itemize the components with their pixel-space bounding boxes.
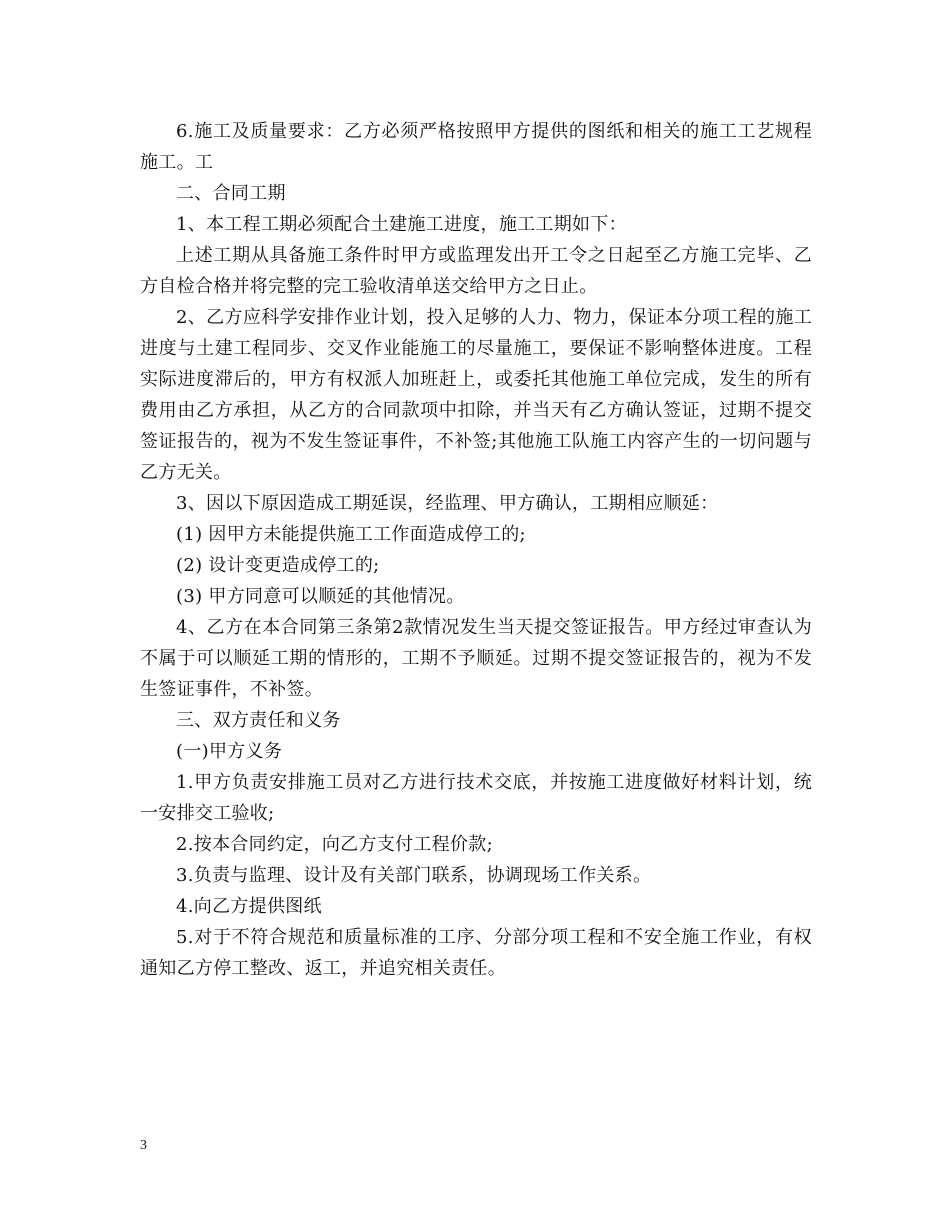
paragraph-period-clause-4: 4、乙方在本合同第三条第2款情况发生当天提交签证报告。甲方经过审查认为不属于可以顺延工期的情形的，工期不予顺延。过期不提交签证报告的，视为不发生签证事件，不补签。 xyxy=(140,617,812,700)
paragraph-period-definition: 上述工期从具备施工条件时甲方或监理发出开工令之日起至乙方施工完毕、乙方自检合格并将完整的完工验收清单送交给甲方之日止。 xyxy=(140,245,812,297)
heading-contract-period: 二、合同工期 xyxy=(176,183,286,204)
paragraph-construction-quality: 6.施工及质量要求：乙方必须严格按照甲方提供的图纸和相关的施工工艺规程施工。工 xyxy=(140,121,812,173)
paragraph-obligation-2: 2.按本合同约定，向乙方支付工程价款; xyxy=(176,834,493,855)
list-item-delay-1: (1) 因甲方未能提供施工工作面造成停工的; xyxy=(176,524,526,545)
page-number: 3 xyxy=(140,1138,147,1153)
list-item-delay-2: (2) 设计变更造成停工的; xyxy=(176,555,380,576)
document-body xyxy=(140,116,812,984)
paragraph-obligation-1: 1.甲方负责安排施工员对乙方进行技术交底，并按施工进度做好材料计划，统一安排交工验收; xyxy=(140,772,812,824)
heading-responsibilities: 三、双方责任和义务 xyxy=(176,710,341,731)
paragraph-period-clause-1: 1、本工程工期必须配合土建施工进度，施工工期如下： xyxy=(176,214,627,235)
paragraph-period-clause-3: 3、因以下原因造成工期延误，经监理、甲方确认，工期相应顺延： xyxy=(176,493,719,514)
paragraph-obligation-3: 3.负责与监理、设计及有关部门联系，协调现场工作关系。 xyxy=(176,865,652,886)
list-item-delay-3: (3) 甲方同意可以顺延的其他情况。 xyxy=(176,586,465,607)
paragraph-obligation-5: 5.对于不符合规范和质量标准的工序、分部分项工程和不安全施工作业，有权通知乙方停工整改、返工，并追究相关责任。 xyxy=(140,927,812,979)
subheading-party-a-obligations: (一)甲方义务 xyxy=(176,741,283,762)
paragraph-obligation-4: 4.向乙方提供图纸 xyxy=(176,896,322,917)
paragraph-period-clause-2: 2、乙方应科学安排作业计划，投入足够的人力、物力，保证本分项工程的施工进度与土建工程同步、交叉作业能施工的尽量施工，要保证不影响整体进度。工程实际进度滞后的，甲方有权派人加班赶上，或委托其他施工单位完成，发生的所有费用由乙方承担，从乙方的合同款项中扣除，并当天有乙方确认签证，过期不提交签证报告的，视为不发生签证事件，不补签;其他施工队施工内容产生的一切问题与乙方无关。 xyxy=(140,307,812,483)
